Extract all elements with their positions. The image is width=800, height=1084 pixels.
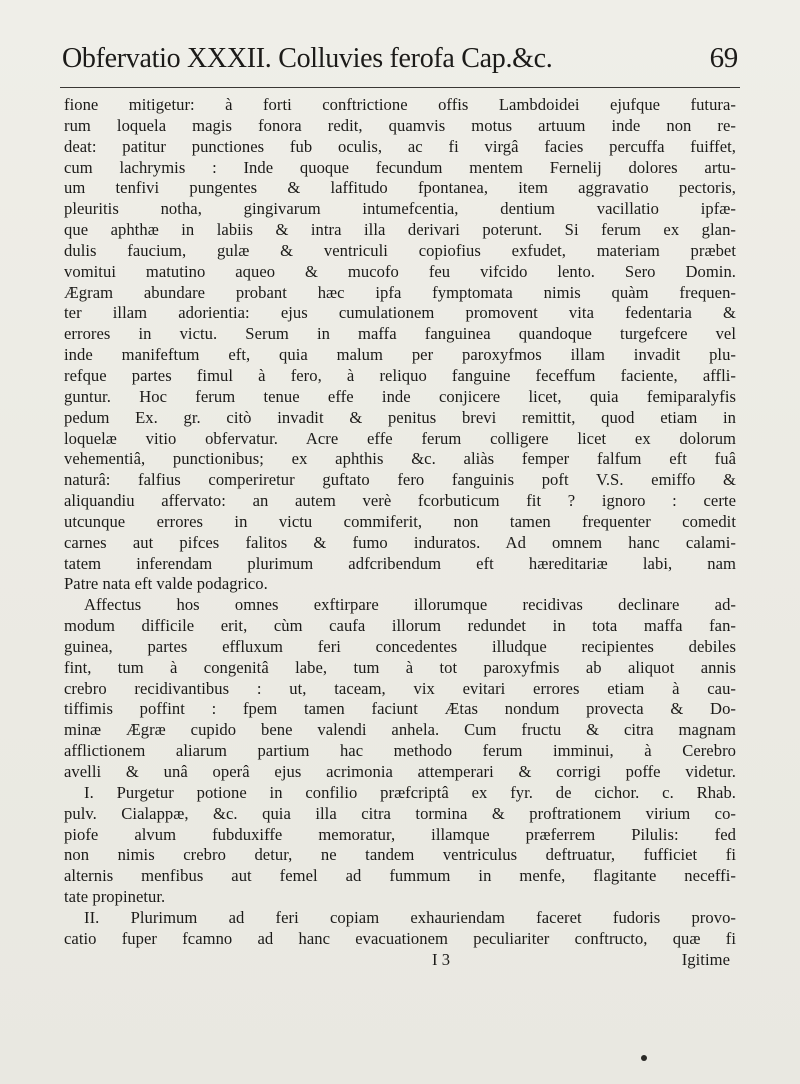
text-line: vehementiâ, punctionibus; ex aphthis &c. aliàs femper falfum eft fuâ	[64, 449, 736, 469]
catchword: Igitime	[681, 949, 730, 969]
text-line: cum lachrymis : Inde quoque fecundum mentem Fernelij dolores artu-	[64, 157, 736, 177]
text-line: loquelæ vitio obfervatur. Acre effe ferum colligere licet ex dolorum	[64, 428, 736, 448]
text-line: non nimis crebro detur, ne tandem ventriculus deftruatur, fufficiet fi	[64, 845, 736, 865]
numbered-item-line: I. Purgetur potione in confilio præfcriptâ ex fyr. de cichor. c. Rhab.	[84, 782, 736, 802]
text-line: vomitui matutino aqueo & mucofo feu vifcido lento. Sero Domin.	[64, 261, 736, 281]
text-line: catio fuper fcamno ad hanc evacuationem peculiariter conftructo, quæ fi	[64, 928, 736, 948]
text-line: tatem inferendam plurimum adfcribendum eft hæreditariæ labi, nam	[64, 553, 736, 573]
text-line: que aphthæ in labiis & intra illa derivari poterunt. Si ferum ex glan-	[64, 220, 736, 240]
text-line: utcunque errores in victu commiferit, non tamen frequenter comedit	[64, 511, 736, 531]
text-line: errores in victu. Serum in maffa fanguinea quandoque turgefcere vel	[64, 324, 736, 344]
text-line: aliquandiu affervato: an autem verè fcorbuticum fit ? ignoro : certe	[64, 491, 736, 511]
header-rule	[60, 87, 740, 88]
paragraph-start-line: Affectus hos omnes exftirpare illorumque recidivas declinare ad-	[84, 595, 736, 615]
header-title: Obfervatio XXXII. Colluvies ferofa Cap.&c.	[62, 43, 553, 74]
paragraph-end-line: tate propinetur.	[64, 887, 166, 907]
text-line: refque partes fimul à fero, à reliquo fanguine feceffum faciente, affli-	[64, 365, 736, 385]
page-number: 69	[709, 42, 738, 74]
text-line: pleuritis notha, gingivarum intumefcentia, dentium vacillatio ipfæ-	[64, 199, 736, 219]
text-line: avelli & unâ operâ ejus acrimonia attemperari & corrigi poffe videtur.	[64, 762, 736, 781]
signature-line	[64, 950, 736, 971]
running-header	[62, 42, 738, 82]
text-line: crebro recidivantibus : ut, taceam, vix evitari errores etiam à cau-	[64, 678, 736, 698]
text-line: um tenfivi pungentes & laffitudo fpontanea, item aggravatio pectoris,	[64, 178, 736, 198]
text-line: deat: patitur punctiones fub oculis, ac fi virgâ facies percuffa fuiffet,	[64, 136, 736, 156]
ink-speck	[641, 1055, 647, 1061]
text-line: guinea, partes effluxum feri concedentes illudque recipientes debiles	[64, 636, 736, 656]
text-line: inde manifeftum eft, quia malum per paroxyfmos illam invadit plu-	[64, 345, 736, 365]
text-line: carnes aut pifces falitos & fumo induratos. Ad omnem hanc calami-	[64, 532, 736, 552]
text-line: guntur. Hoc ferum tenue effe inde conjicere licet, quia femiparalyfis	[64, 386, 736, 406]
text-line: tiffimis poffint : fpem tamen faciunt Ætas nondum provecta & Do-	[64, 699, 736, 719]
text-line: pedum Ex. gr. citò invadit & penitus brevi remittit, quod etiam in	[64, 407, 736, 427]
text-line: dulis faucium, gulæ & ventriculi copiofius exfudet, materiam præbet	[64, 240, 736, 260]
text-line: fione mitigetur: à forti conftrictione offis Lambdoidei ejufque futura-	[64, 95, 736, 114]
text-line: alternis menfibus aut femel ad fummum in menfe, flagitante neceffi-	[64, 866, 736, 886]
signature-mark: I 3	[432, 949, 451, 969]
text-line: minæ Ægræ cupido bene valendi anhela. Cum fructu & citra magnam	[64, 720, 736, 740]
text-line: afflictionem aliarum partium hac methodo ferum imminui, à Cerebro	[64, 741, 736, 761]
text-line: pulv. Cialappæ, &c. quia illa citra tormina & proftrationem virium co-	[64, 803, 736, 823]
text-line: fint, tum à congenitâ labe, tum à tot paroxyfmis ab aliquot annis	[64, 657, 736, 677]
text-line: Ægram abundare probant hæc ipfa fymptomata nimis quàm frequen-	[64, 282, 736, 302]
text-line: modum difficile erit, cùm caufa illorum redundet in tota maffa fan-	[64, 616, 736, 636]
numbered-item-line: II. Plurimum ad feri copiam exhauriendam faceret fudoris provo-	[84, 907, 736, 927]
text-line: ter illam adorientia: ejus cumulationem promovent vita fedentaria &	[64, 303, 736, 323]
text-line: piofe alvum fubduxiffe memoratur, illamque præferrem Pilulis: fed	[64, 824, 736, 844]
body-text	[64, 95, 736, 970]
paragraph-end-line: Patre nata eft valde podagrico.	[64, 574, 268, 594]
text-line: naturâ: falfius comperiretur guftato fero fanguinis poft V.S. emiffo &	[64, 470, 736, 490]
text-line: rum loquela magis fonora redit, quamvis motus artuum inde non re-	[64, 115, 736, 135]
